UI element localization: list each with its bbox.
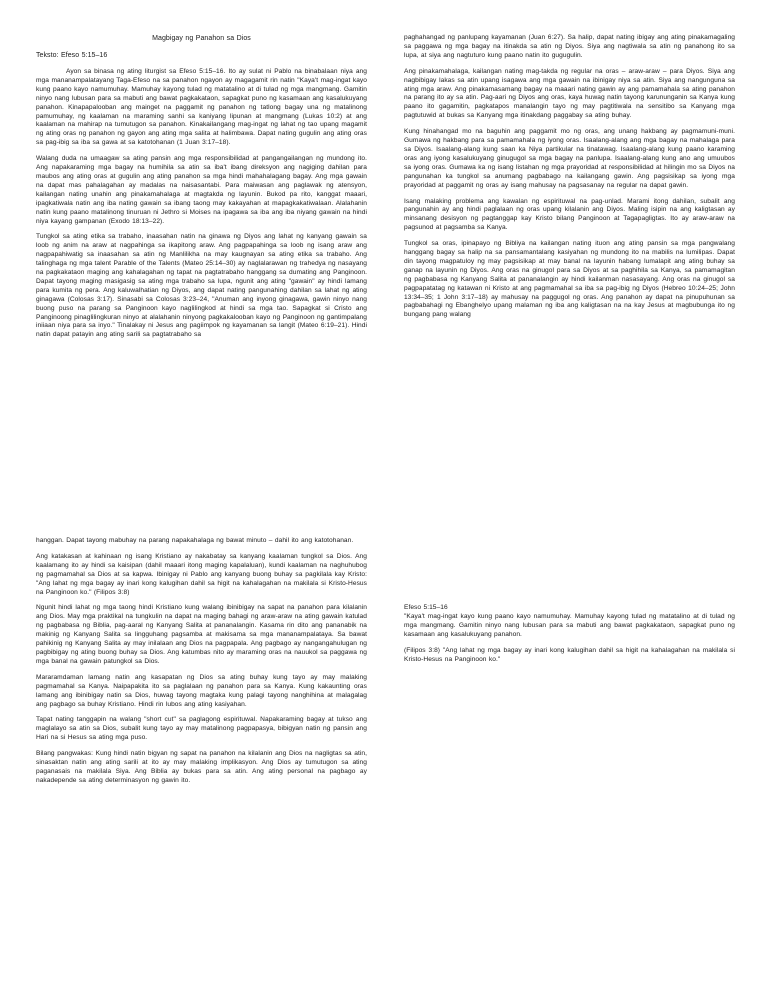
right-column-bottom [404, 604, 735, 724]
paragraph: Isang malaking problema ang kawalan ng espirituwal na pag-unlad. Marami itong dahilan, subalit ang pangunahin ay ang hindi paglalaan ng oras upang kilalanin ang Diyos. Maling isipin na ang kaligtasan ay minsanang desisyon ng pagtanggap kay Kristo bilang Panginoon at Tagapagligtas. Ito ay araw-araw na pagsunod at pagsamba sa Kanya. [404, 197, 735, 232]
right-column-top [404, 34, 735, 534]
scripture-note: Efeso 5:15–16 "Kaya't mag-ingat kayo kung paano kayo namumuhay. Mamuhay kayong tulad ng matatalino at di tulad ng mga mangmang. Gamitin ninyo nang lubusan para sa mabuti ang bawat pagkakataon, sapagkat puno ng kasamaan ang kasalukuyang panahon. [404, 604, 735, 638]
paragraph: Ang pinakamahalaga, kailangan nating mag-takda ng regular na oras – araw-araw – para Diyos. Siya ang nagbibigay lakas sa atin upang isagawa ang mga gawain na ibinigay niya sa atin. Siya ang nangunguna sa ating mga araw. Ang pinakamasamang bagay na maaari nating gawin ay ang pamamahala sa ating panahon na parang ito ay sa atin. Pag-aari ng Diyos ang oras, kaya huwag natin tayong karununganin sa Kanya kung paano ito gagamitin, pagkatapos manalangin tayo ng may pagtitiwala na sensitibo sa Kanyang mga pagtutuwid at bukas sa Kanyang mga itinakdang paggabay sa ating buhay. [404, 67, 735, 120]
paragraph: Ngunit hindi lahat ng mga taong hindi Kristiano kung walang ibinibigay na sapat na panahon para kilalanin ang Dios. May mga praktikal na tungkulin na dapat na maging bahagi ng araw-araw na ating gawain katulad ng pagbabasa ng Biblia, pag-aaral ng Kanyang Salita at pananalangin. Kasama rin dito ang pananabik na makinig ng Kanyang Salita sa lingguhang pagsamba at makisama sa mga mananampalataya. Sa bawat pahikinig ng Kanyang Salita ay may inilalaan ang Dios na pagpapala. Ang pagbago ay nangangahulugan ng pagbibigay ng ating buong buhay sa Dios. Ang katumbas nito ay maraming oras na nauukol sa paggawa ng mga banal na gawain patungkol sa Dios. [36, 604, 367, 665]
paragraph: Ang katakasan at kahinaan ng isang Kristiano ay nakabatay sa kanyang kaalaman tungkol sa Dios. Ang kaalamang ito ay hindi sa kaisipan (dahil maaari itong maging kapalaluan), kundi kaalaman na naghuhubog ng pagmamahal sa Dios at sa kapwa. Ibinigay ni Pablo ang kanyang buong buhay sa pagkilala kay Kristo: "Ang lahat ng mga bagay ay inari kong kalugihan dahil sa higit na kahalagahan na makilala si Kristo-Hesus na Panginoon ko." (Filipos 3:8) [36, 552, 367, 596]
paragraph: Ayon sa binasa ng ating liturgist sa Efeso 5:15–16. Ito ay sulat ni Pablo na binabalaan niya ang mga mananampalatayang Taga-Efeso na sa panahon ngayon ay magagamit rin natin "Kaya't mag-ingat kayo kung paano kayo namumuhay. Mamuhay kayong tulad ng matatalino at di tulad ng mga mangmang. Gamitin ninyo nang lubusan para sa mabuti ang bawat pagkakataon, sapagkat puno ng kasamaan ang kasalukuyang panahon. Kinapapalooban ang mainget na paggamit ng panahon ng tatlong bagay una ng matalinong pamumuhay, ng kaalaman na maraming sanhi sa kaniyang lipunan at mangmang (Lukas 10:2) at ang kaalaman na mahirap na tumutugon sa panahon. Kinakailangang mag-ingat ng lahat ng tao upang magamit ng ating oras ng panahon ng gayon ang ating mga salita at halimbawa. Dapat nating gugulin ang ating oras sa pag-ibig sa iba sa gawa at sa katotohanan (1 Juan 3:17–18). [36, 68, 367, 147]
left-column-bottom [36, 537, 367, 957]
scripture-note: (Filipos 3:8) "Ang lahat ng mga bagay ay inari kong kalugihan dahil sa higit na kahalagahan na makilala si Kristo-Hesus na Panginoon ko." [404, 646, 735, 663]
paragraph: Kung hinahangad mo na baguhin ang paggamit mo ng oras, ang unang hakbang ay pagmamuni-muni. Gumawa ng hakbang para sa pamamahala ng iyong oras. Isaalang-alang ang mga bagay na mahalaga para sa Diyos. Isaalang-alang kung saan ka Niya partikular na tinatawag. Isaalang-alang kung paano karaming oras ang iyong kasalukuyang ginugugol sa mga bagay na panlupa. Isaalang-alang kung ano ang umuubos sa iyong oras. Gumawa ka ng isang listahan ng mga prayoridad at responsibilidad at hilingin mo sa Diyos na pangunahan ka tungkol sa anumang pagbabago na kailangang gawin. Ang pagsisikap sa iyong mga prayoridad at paggamit ng oras ay isang mahusay na pagsasanay na regular na dapat gawin. [404, 128, 735, 189]
left-column-top [36, 34, 367, 534]
page-title: Magbigay ng Panahon sa Dios [152, 35, 251, 42]
paragraph: paghahangad ng panlupang kayamanan (Juan 6:27). Sa halip, dapat nating ibigay ang ating pinakamagaling sa paggawa ng mga bagay na itinakda sa atin ng Diyos. Siya ang nagtiwala sa atin ng panahong ito sa lupa, at siya ang nagtuturo kung paano natin ito gugugulin. [404, 34, 735, 59]
paragraph: hanggan. Dapat tayong mabuhay na parang napakahalaga ng bawat minuto – dahil ito ang katotohanan. [36, 537, 354, 544]
paragraph: Tapat nating tanggapin na walang "short cut" sa paglagong espirituwal. Napakaraming bagay at tukso ang maglalayo sa atin sa Dios, subalit kung tayo ay may matalinong pagpapasya, bibigyan natin ng pansin ang Hari na si Hesus sa ating mga puso. [36, 716, 367, 742]
paragraph: Bilang pangwakas: Kung hindi natin bigyan ng sapat na panahon na kilalanin ang Dios na nagligtas sa atin, sinasaktan natin ang ating sarili at ito ay may malaking implikasyon. Ang Dios ay tumutugon sa ating paganasais na makilala Siya. Ang Biblia ay bukas para sa atin. Ang ating personal na pagbago ay nakadepende sa ating determinasyon ng gawin ito. [36, 750, 367, 784]
paragraph: Tungkol sa oras, ipinapayo ng Bibliya na kailangan nating ituon ang ating pansin sa mga pangwalang hanggang bagay sa halip na sa pansamantalang kasiyahan ng mundong ito na mabilis na lumilipas. Dapat din tayong magpatuloy ng may pagsisikap at may banal na layunin habang lumalapit ang ating buhay sa ganap na layunin ng Diyos. Ang oras na ginugol para sa Diyos at sa paghihila sa Kanya, sa pamamagitan ng pagbabasa ng Kanyang Salita at pananalangin ay hindi kailanman nasasayang. Ang oras na ginugol sa pagpapatatag ng katawan ni Kristo at ang pagmamahal sa iba sa pag-ibig ng Diyos (Hebreo 10:24–25; John 13:34–35; 1 John 3:17–18) ay mahusay na paggugol ng oras. Ang panahon ay dapat na pinupuhunan sa pagbabahagi ng Ebanghelyo upang malaman ng iba ang kaligtasan na na kay Jesus at magbubunga ito ng bungang pang walang [404, 240, 735, 319]
paragraph: Tungkol sa ating etika sa trabaho, inaasahan natin na ginawa ng Diyos ang lahat ng kanyang gawain sa loob ng anim na araw at nagpahinga sa ikapitong araw. Ang pagpapahinga sa loob ng isang araw ang nagpapahiwatig sa inaasahan sa atin ng Manlilikha na may kaugnayan sa ating etika sa trabaho. Ang talinghaga ng mga talent Parable of the Talents (Mateo 25:14–30) ay naglalarawan ng trahedya ng nasayang na pagkakataon maging ang kahalagahan ng tapat na pagtatrabaho hanggang sa dumating ang Panginoon. Dapat tayong maging masigasig sa ating mga trabaho sa lupa, ngunit ang ating "gawain" ay hindi lamang para kumita ng pera. Ang kaluwalhatian ng Diyos, ang dapat nating pangunahing dahilan sa lahat ng ating ginagawa (Colosas 3:17). Sinasabi sa Colosas 3:23–24, "Anuman ang inyong ginagawa, gawin ninyo nang buong puso na parang sa Panginoon kayo naglilingkod at hindi sa mga tao. Sapagkat si Cristo ang Panginoong pinaglilingkuran ninyo at alalahanin ninyong pagkakalooban kayo ng Panginoon ng gantimpalang iniiaan niya para sa inyo." Tinalakay ni Jesus ang pagiimpok ng kayamanan sa langit (Mateo 6:19–21). Hindi natin dapat patayin ang ating sarili sa pagtatrabaho sa [36, 233, 367, 339]
scripture-text-label: Teksto: Efeso 5:15–16 [36, 52, 108, 59]
paragraph: Mararamdaman lamang natin ang kasapatan ng Dios sa ating buhay kung tayo ay may malaking pagmamahal sa Kanya. Naipapakita ito sa paglalaan ng panahon para sa Kanya. Kung kakaunting oras lamang ang ibinibigay natin sa Dios, huwag tayong magtaka kung palagi tayong nanghihina at malagalag ang pagbago sa buhay Kristiano. Hindi rin lubos ang ating kasiyahan. [36, 673, 367, 708]
paragraph: Walang duda na umaagaw sa ating pansin ang mga responsibilidad at pangangailangan ng mundong ito. Ang napakaraming mga bagay na humihila sa atin sa iba't ibang direksyon ang nagiging dahilan para maubos ang ating oras at gugulin ang ating panahon sa mga hindi mahahalagang bagay. Ang mga gawain na dapat mas pahalagahan ay madalas na naisasantabi. Para maiwasan ang paglawak ng atensyon, kailangan nating unahin ang pinakamahalaga at magtakda ng layunin. Bukod pa rito, kanggat maaari, ipagkatiwala natin ang iba nating gawain sa ibang taong may kakayahan at mapagkakatiwalaan. Alalahanin natin kung paano matalinong tinuruan ni Jethro si Moises na ipagawa sa iba ang iba niyang gawain na hindi niya kayang gampanan (Exodo 18:13–22). [36, 155, 367, 225]
